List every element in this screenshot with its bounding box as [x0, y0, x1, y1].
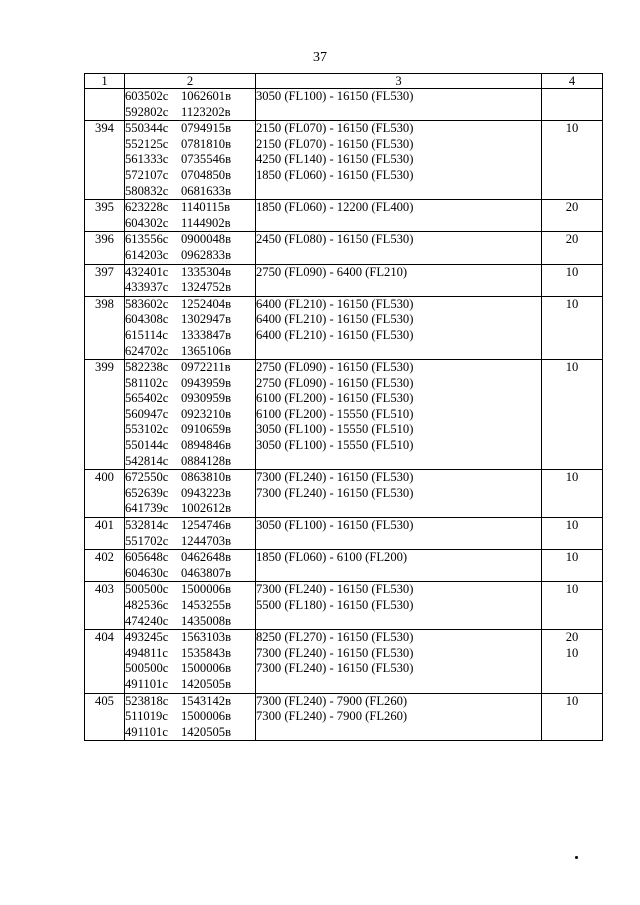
latitude: 604308с [125, 312, 169, 327]
coordinate-pair [125, 566, 255, 582]
longitude: 1335304в [181, 264, 232, 279]
latitude: 592802с [125, 104, 169, 119]
latitude: 433937с [125, 280, 169, 295]
row-number [85, 264, 125, 296]
value-cell [542, 200, 603, 232]
longitude: 1123202в [181, 104, 231, 119]
row-number [85, 232, 125, 264]
coordinates-cell [125, 693, 256, 741]
flight-level-range: 6100 (FL200) - 16150 (FL530) [256, 391, 414, 406]
flight-level-range: 2450 (FL080) - 16150 (FL530) [256, 232, 414, 247]
flight-level-range: 8250 (FL270) - 16150 (FL530) [256, 630, 414, 645]
longitude: 0681633в [181, 183, 232, 198]
table-row [85, 550, 603, 582]
value-text: 10 [565, 121, 579, 136]
latitude: 623228с [125, 200, 169, 215]
value-cell [542, 470, 603, 518]
row-number-text: 396 [95, 232, 114, 247]
latitude: 641739с [125, 501, 169, 516]
latitude: 603502с [125, 89, 169, 103]
longitude: 0781810в [181, 136, 232, 151]
longitude: 0943223в [181, 485, 232, 500]
row-number-text: 404 [95, 630, 114, 645]
row-number-text: 405 [95, 693, 114, 708]
flight-levels-cell [256, 200, 542, 232]
coordinates-cell [125, 582, 256, 630]
value-cell [542, 550, 603, 582]
flight-levels-cell [256, 296, 542, 359]
longitude: 0704850в [181, 167, 232, 182]
flight-levels-cell [256, 470, 542, 518]
latitude: 583602с [125, 296, 169, 311]
table-row [85, 89, 603, 121]
coordinate-pair [125, 677, 255, 693]
coordinate-pair [125, 121, 255, 137]
latitude: 500500с [125, 582, 169, 597]
longitude: 0863810в [181, 470, 232, 485]
value-text: 10 [565, 264, 579, 279]
table-header [85, 74, 603, 89]
latitude: 542814с [125, 453, 169, 468]
table-row [85, 693, 603, 741]
longitude: 1420505в [181, 676, 232, 691]
coordinate-pair [125, 614, 255, 630]
latitude: 624702с [125, 343, 169, 358]
coordinate-pair [125, 454, 255, 470]
latitude: 551702с [125, 533, 169, 548]
table-row [85, 200, 603, 232]
latitude: 572107с [125, 167, 169, 182]
row-number [85, 121, 125, 200]
row-number [85, 89, 125, 121]
flight-level-range: 6400 (FL210) - 16150 (FL530) [256, 312, 414, 327]
latitude: 550144с [125, 438, 169, 453]
flight-level-range: 1850 (FL060) - 6100 (FL200) [256, 550, 408, 565]
latitude: 582238с [125, 360, 169, 375]
longitude: 1244703в [181, 533, 232, 548]
coordinate-pair [125, 232, 255, 248]
latitude: 565402с [125, 391, 169, 406]
row-number [85, 470, 125, 518]
row-number [85, 582, 125, 630]
coordinates-cell [125, 360, 256, 470]
longitude: 1500006в [181, 661, 232, 676]
table-row [85, 518, 603, 550]
coordinate-pair [125, 265, 255, 281]
table-row [85, 360, 603, 470]
latitude: 511019с [125, 709, 168, 724]
coordinate-pair [125, 184, 255, 200]
flight-level-range: 2150 (FL070) - 16150 (FL530) [256, 121, 414, 136]
flight-level-range: 6400 (FL210) - 16150 (FL530) [256, 327, 414, 342]
row-number-text: 399 [95, 360, 114, 375]
longitude: 1333847в [181, 327, 232, 342]
row-number-text: 400 [95, 470, 114, 485]
latitude: 491101с [125, 676, 168, 691]
latitude: 604630с [125, 565, 169, 580]
coordinate-pair [125, 518, 255, 534]
row-number-text: 394 [95, 121, 114, 136]
value-cell [542, 582, 603, 630]
value-cell [542, 121, 603, 200]
flight-level-range: 7300 (FL240) - 7900 (FL260) [256, 693, 408, 708]
header-col-4: 4 [542, 74, 603, 89]
coordinate-pair [125, 598, 255, 614]
longitude: 0923210в [181, 406, 232, 421]
value-cell [542, 360, 603, 470]
flight-level-range: 3050 (FL100) - 16150 (FL530) [256, 89, 414, 103]
coordinate-pair [125, 661, 255, 677]
longitude: 1543142в [181, 693, 232, 708]
row-number-text: 398 [95, 296, 114, 311]
latitude: 523818с [125, 693, 169, 708]
flight-level-range: 3050 (FL100) - 15550 (FL510) [256, 438, 414, 453]
longitude: 0462648в [181, 550, 232, 565]
coordinate-pair [125, 328, 255, 344]
coordinates-cell [125, 200, 256, 232]
longitude: 1435008в [181, 613, 232, 628]
flight-level-range: 4250 (FL140) - 16150 (FL530) [256, 152, 414, 167]
flight-level-range: 6100 (FL200) - 15550 (FL510) [256, 406, 414, 421]
longitude: 1453255в [181, 598, 232, 612]
row-number-text [85, 89, 124, 105]
flight-levels-cell [256, 550, 542, 582]
header-col-2: 2 [125, 74, 256, 89]
coordinate-pair [125, 105, 255, 121]
longitude: 1500006в [181, 582, 232, 597]
longitude: 0943959в [181, 375, 232, 390]
coordinate-pair [125, 582, 255, 598]
coordinate-pair [125, 200, 255, 216]
latitude: 560947с [125, 406, 169, 421]
longitude: 1062601в [181, 89, 232, 103]
flight-level-range: 7300 (FL240) - 16150 (FL530) [256, 645, 414, 660]
table-row [85, 232, 603, 264]
value-text: 10 [565, 470, 579, 485]
coordinate-pair [125, 422, 255, 438]
latitude: 613556с [125, 232, 169, 247]
latitude: 474240с [125, 613, 169, 628]
row-number-text: 403 [95, 582, 114, 597]
latitude: 532814с [125, 518, 169, 533]
coordinate-pair [125, 344, 255, 360]
longitude: 1365106в [181, 343, 232, 358]
longitude: 1324752в [181, 280, 232, 295]
value-text: 20 [565, 232, 579, 247]
value-cell [542, 232, 603, 264]
flight-levels-cell [256, 518, 542, 550]
flight-level-range: 2750 (FL090) - 6400 (FL210) [256, 264, 408, 279]
latitude: 580832с [125, 183, 169, 198]
flight-level-range: 7300 (FL240) - 16150 (FL530) [256, 582, 414, 597]
coordinates-cell [125, 264, 256, 296]
data-table [84, 73, 603, 741]
latitude: 604302с [125, 215, 169, 230]
longitude: 0900048в [181, 232, 232, 247]
latitude: 581102с [125, 375, 168, 390]
flight-level-range: 1850 (FL060) - 16150 (FL530) [256, 167, 414, 182]
longitude: 1500006в [181, 709, 232, 724]
longitude: 1535843в [181, 645, 232, 660]
latitude: 561333с [125, 152, 169, 167]
coordinate-pair [125, 152, 255, 168]
value-text: 20 [565, 200, 579, 215]
longitude: 0794915в [181, 121, 232, 136]
table-row [85, 470, 603, 518]
flight-level-range: 3050 (FL100) - 15550 (FL510) [256, 422, 414, 437]
latitude: 615114с [125, 327, 168, 342]
table-row [85, 630, 603, 693]
longitude: 1252404в [181, 296, 232, 311]
value-text: 10 [565, 518, 579, 533]
coordinates-cell [125, 550, 256, 582]
flight-level-range: 2750 (FL090) - 16150 (FL530) [256, 375, 414, 390]
longitude: 0962833в [181, 247, 232, 262]
latitude: 493245с [125, 630, 169, 645]
longitude: 1563103в [181, 630, 232, 645]
latitude: 553102с [125, 422, 169, 437]
coordinate-pair [125, 534, 255, 550]
header-col-1: 1 [85, 74, 125, 89]
coordinate-pair [125, 694, 255, 710]
latitude: 494811с [125, 645, 168, 660]
flight-levels-cell [256, 630, 542, 693]
longitude: 1420505в [181, 724, 232, 739]
flight-levels-cell [256, 232, 542, 264]
longitude: 0894846в [181, 438, 232, 453]
flight-level-range: 1850 (FL060) - 12200 (FL400) [256, 200, 414, 215]
coordinate-pair [125, 312, 255, 328]
coordinate-pair [125, 280, 255, 296]
row-number-text: 397 [95, 264, 114, 279]
table-body [85, 89, 603, 741]
value-cell [542, 296, 603, 359]
flight-level-range: 7300 (FL240) - 16150 (FL530) [256, 661, 414, 676]
coordinate-pair [125, 407, 255, 423]
longitude: 0735546в [181, 152, 232, 167]
value-text: 10 [565, 360, 579, 375]
latitude: 432401с [125, 264, 169, 279]
coordinate-pair [125, 297, 255, 313]
coordinate-pair [125, 137, 255, 153]
longitude: 0463807в [181, 565, 232, 580]
row-number [85, 296, 125, 359]
latitude: 672550с [125, 470, 169, 485]
value-text: 10 [565, 645, 579, 660]
latitude: 550344с [125, 121, 169, 136]
latitude: 605648с [125, 550, 169, 565]
flight-levels-cell [256, 360, 542, 470]
coordinate-pair [125, 216, 255, 232]
row-number [85, 360, 125, 470]
latitude: 614203с [125, 247, 169, 262]
longitude: 0930959в [181, 391, 232, 406]
coordinate-pair [125, 630, 255, 646]
coordinate-pair [125, 550, 255, 566]
flight-level-range: 2150 (FL070) - 16150 (FL530) [256, 136, 414, 151]
value-text: 20 [565, 630, 579, 645]
coordinate-pair [125, 391, 255, 407]
longitude: 1144902в [181, 215, 231, 230]
coordinate-pair [125, 486, 255, 502]
coordinate-pair [125, 376, 255, 392]
coordinates-cell [125, 296, 256, 359]
flight-levels-cell [256, 264, 542, 296]
coordinate-pair [125, 501, 255, 517]
row-number [85, 693, 125, 741]
flight-level-range: 7300 (FL240) - 16150 (FL530) [256, 470, 414, 485]
table-row [85, 121, 603, 200]
page-number: 37 [313, 50, 327, 65]
row-number-text: 395 [95, 200, 114, 215]
longitude: 0972211в [181, 360, 231, 375]
coordinate-pair [125, 470, 255, 486]
table-row [85, 264, 603, 296]
latitude: 500500с [125, 661, 169, 676]
value-text: 10 [565, 550, 579, 565]
row-number-text: 402 [95, 550, 114, 565]
value-cell [542, 693, 603, 741]
value-text: 10 [565, 582, 579, 597]
row-number [85, 518, 125, 550]
coordinate-pair [125, 438, 255, 454]
longitude: 1302947в [181, 312, 232, 327]
coordinate-pair [125, 168, 255, 184]
row-number [85, 550, 125, 582]
coordinates-cell [125, 121, 256, 200]
coordinates-cell [125, 470, 256, 518]
coordinates-cell [125, 89, 256, 121]
coordinate-pair [125, 89, 255, 105]
latitude: 491101с [125, 724, 168, 739]
latitude: 482536с [125, 598, 169, 612]
row-number [85, 630, 125, 693]
flight-level-range: 7300 (FL240) - 16150 (FL530) [256, 485, 414, 500]
flight-levels-cell [256, 89, 542, 121]
longitude: 1254746в [181, 518, 232, 533]
flight-levels-cell [256, 582, 542, 630]
header-col-3: 3 [256, 74, 542, 89]
row-number-text: 401 [95, 518, 114, 533]
flight-level-range: 2750 (FL090) - 16150 (FL530) [256, 360, 414, 375]
latitude: 652639с [125, 485, 169, 500]
longitude: 1140115в [181, 200, 231, 215]
table-row [85, 582, 603, 630]
longitude: 0910659в [181, 422, 232, 437]
latitude: 552125с [125, 136, 169, 151]
page-mark [575, 856, 578, 859]
coordinate-pair [125, 709, 255, 725]
flight-level-range: 6400 (FL210) - 16150 (FL530) [256, 296, 414, 311]
coordinates-cell [125, 630, 256, 693]
row-number [85, 200, 125, 232]
flight-levels-cell [256, 121, 542, 200]
coordinates-cell [125, 232, 256, 264]
coordinate-pair [125, 725, 255, 741]
longitude: 1002612в [181, 501, 232, 516]
coordinate-pair [125, 248, 255, 264]
flight-level-range: 3050 (FL100) - 16150 (FL530) [256, 518, 414, 533]
value-text: 10 [565, 296, 579, 311]
flight-level-range: 5500 (FL180) - 16150 (FL530) [256, 598, 414, 612]
flight-levels-cell [256, 693, 542, 741]
value-cell [542, 89, 603, 121]
flight-level-range: 7300 (FL240) - 7900 (FL260) [256, 709, 408, 724]
table-row [85, 296, 603, 359]
longitude: 0884128в [181, 453, 232, 468]
value-cell [542, 630, 603, 693]
value-text: 10 [565, 693, 579, 708]
coordinate-pair [125, 360, 255, 376]
coordinate-pair [125, 646, 255, 662]
value-cell [542, 518, 603, 550]
value-cell [542, 264, 603, 296]
coordinates-cell [125, 518, 256, 550]
